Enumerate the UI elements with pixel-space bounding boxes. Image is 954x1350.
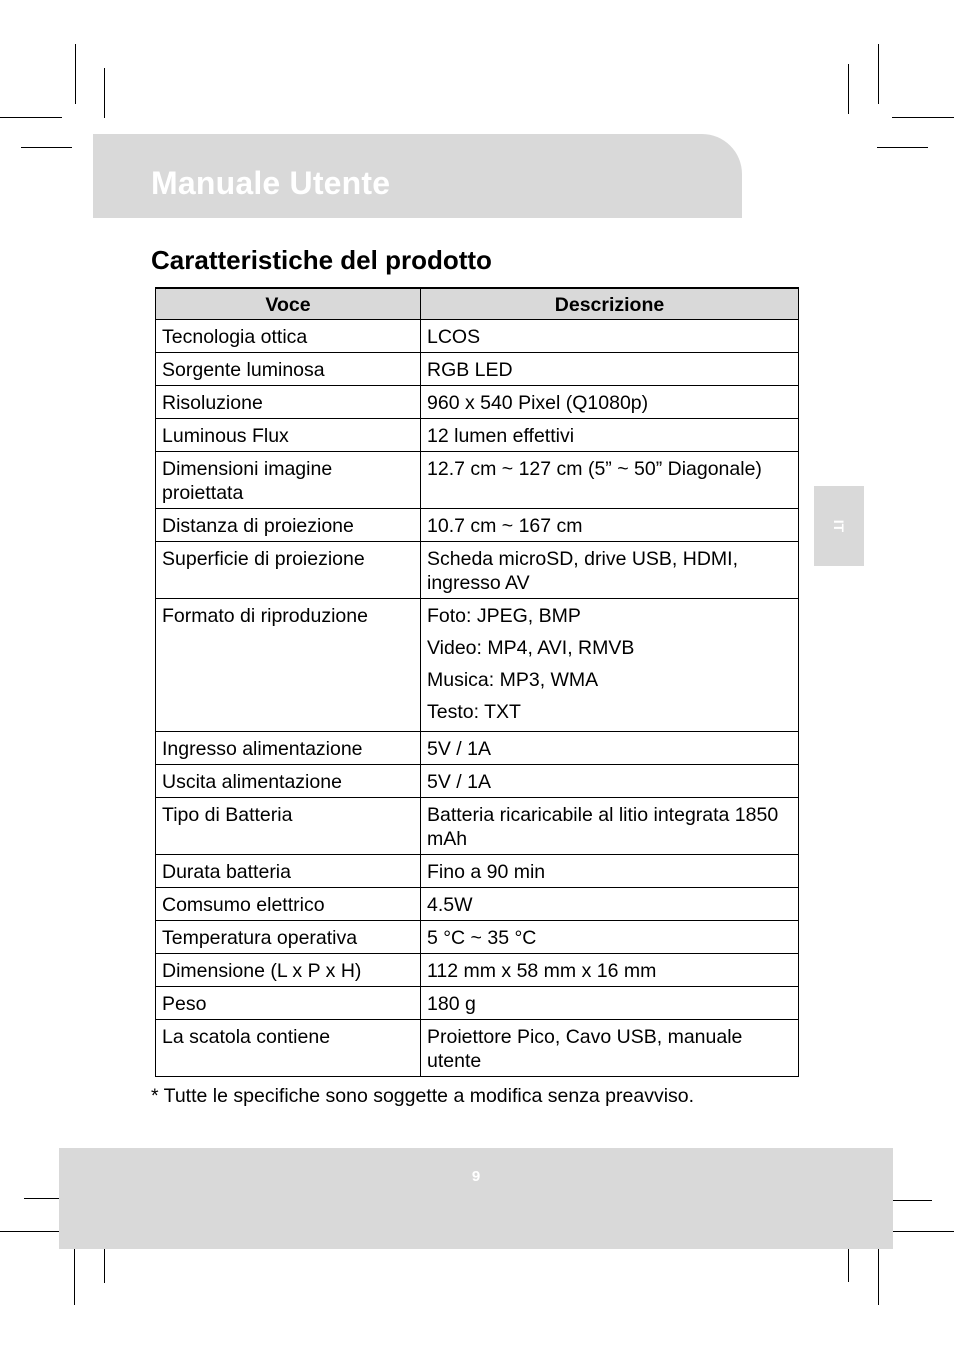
desc-cell: 112 mm x 58 mm x 16 mm bbox=[421, 954, 799, 987]
table-row bbox=[156, 1020, 799, 1077]
item-cell: Dimensioni imagine proiettata bbox=[156, 452, 421, 509]
desc-cell: 4.5W bbox=[421, 888, 799, 921]
item-cell: Temperatura operativa bbox=[156, 921, 421, 954]
crop-mark bbox=[892, 1231, 954, 1232]
table-row bbox=[156, 509, 799, 542]
item-cell: Durata batteria bbox=[156, 855, 421, 888]
desc-line: Musica: MP3, WMA bbox=[427, 669, 599, 691]
desc-cell: LCOS bbox=[421, 320, 799, 353]
spec-table bbox=[155, 287, 799, 1077]
section-title: Caratteristiche del prodotto bbox=[151, 245, 492, 275]
crop-mark bbox=[877, 147, 928, 148]
item-cell: Peso bbox=[156, 987, 421, 1020]
crop-mark bbox=[21, 147, 72, 148]
crop-mark bbox=[0, 117, 62, 118]
crop-mark bbox=[878, 1245, 879, 1305]
desc-cell: RGB LED bbox=[421, 353, 799, 386]
language-tab bbox=[814, 486, 864, 566]
desc-cell: 5V / 1A bbox=[421, 765, 799, 798]
desc-cell: 5V / 1A bbox=[421, 732, 799, 765]
desc-cell: 12.7 cm ~ 127 cm (5” ~ 50” Diagonale) bbox=[421, 452, 799, 509]
item-cell: Distanza di proiezione bbox=[156, 509, 421, 542]
item-cell: La scatola contiene bbox=[156, 1020, 421, 1077]
item-cell: Formato di riproduzione bbox=[156, 599, 421, 732]
desc-cell: 960 x 540 Pixel (Q1080p) bbox=[421, 386, 799, 419]
item-cell: Comsumo elettrico bbox=[156, 888, 421, 921]
item-cell: Superficie di proiezione bbox=[156, 542, 421, 599]
item-cell: Tipo di Batteria bbox=[156, 798, 421, 855]
desc-cell: 10.7 cm ~ 167 cm bbox=[421, 509, 799, 542]
column-header: Descrizione bbox=[421, 288, 799, 320]
crop-mark bbox=[0, 1231, 62, 1232]
item-cell: Risoluzione bbox=[156, 386, 421, 419]
desc-cell: 12 lumen effettivi bbox=[421, 419, 799, 452]
table-row bbox=[156, 452, 799, 509]
table-row bbox=[156, 353, 799, 386]
desc-cell: 5 °C ~ 35 °C bbox=[421, 921, 799, 954]
table-row bbox=[156, 386, 799, 419]
item-cell: Uscita alimentazione bbox=[156, 765, 421, 798]
table-row bbox=[156, 542, 799, 599]
table-row bbox=[156, 798, 799, 855]
desc-cell: Scheda microSD, drive USB, HDMI, ingresso AV bbox=[421, 542, 799, 599]
table-header-row bbox=[156, 288, 799, 320]
page-number: 9 bbox=[471, 1168, 481, 1185]
desc-line: Video: MP4, AVI, RMVB bbox=[427, 637, 635, 659]
desc-cell: Batteria ricaricabile al litio integrata 1850 mAh bbox=[421, 798, 799, 855]
table-row bbox=[156, 888, 799, 921]
desc-cell: Fino a 90 min bbox=[421, 855, 799, 888]
desc-cell: 180 g bbox=[421, 987, 799, 1020]
footer-band bbox=[59, 1148, 893, 1249]
item-cell: Luminous Flux bbox=[156, 419, 421, 452]
footnote: * Tutte le specifiche sono soggette a modifica senza preavviso. bbox=[151, 1085, 695, 1107]
crop-mark bbox=[74, 1245, 75, 1305]
crop-mark bbox=[75, 44, 76, 104]
item-cell: Ingresso alimentazione bbox=[156, 732, 421, 765]
table-row bbox=[156, 320, 799, 353]
desc-line: Testo: TXT bbox=[427, 701, 521, 723]
desc-cell bbox=[421, 599, 799, 732]
language-label: IT bbox=[831, 519, 847, 533]
table-row bbox=[156, 954, 799, 987]
item-cell: Tecnologia ottica bbox=[156, 320, 421, 353]
desc-line: Foto: JPEG, BMP bbox=[427, 605, 581, 627]
item-cell: Sorgente luminosa bbox=[156, 353, 421, 386]
crop-mark bbox=[848, 64, 849, 114]
table-row bbox=[156, 419, 799, 452]
table-row bbox=[156, 855, 799, 888]
desc-cell: Proiettore Pico, Cavo USB, manuale utente bbox=[421, 1020, 799, 1077]
column-header: Voce bbox=[156, 288, 421, 320]
page-title: Manuale Utente bbox=[151, 165, 391, 201]
table-row bbox=[156, 732, 799, 765]
crop-mark bbox=[104, 68, 105, 118]
table-row bbox=[156, 599, 799, 732]
table-row bbox=[156, 921, 799, 954]
item-cell: Dimensione (L x P x H) bbox=[156, 954, 421, 987]
crop-mark bbox=[878, 44, 879, 104]
table-row bbox=[156, 987, 799, 1020]
crop-mark bbox=[892, 117, 954, 118]
table-row bbox=[156, 765, 799, 798]
